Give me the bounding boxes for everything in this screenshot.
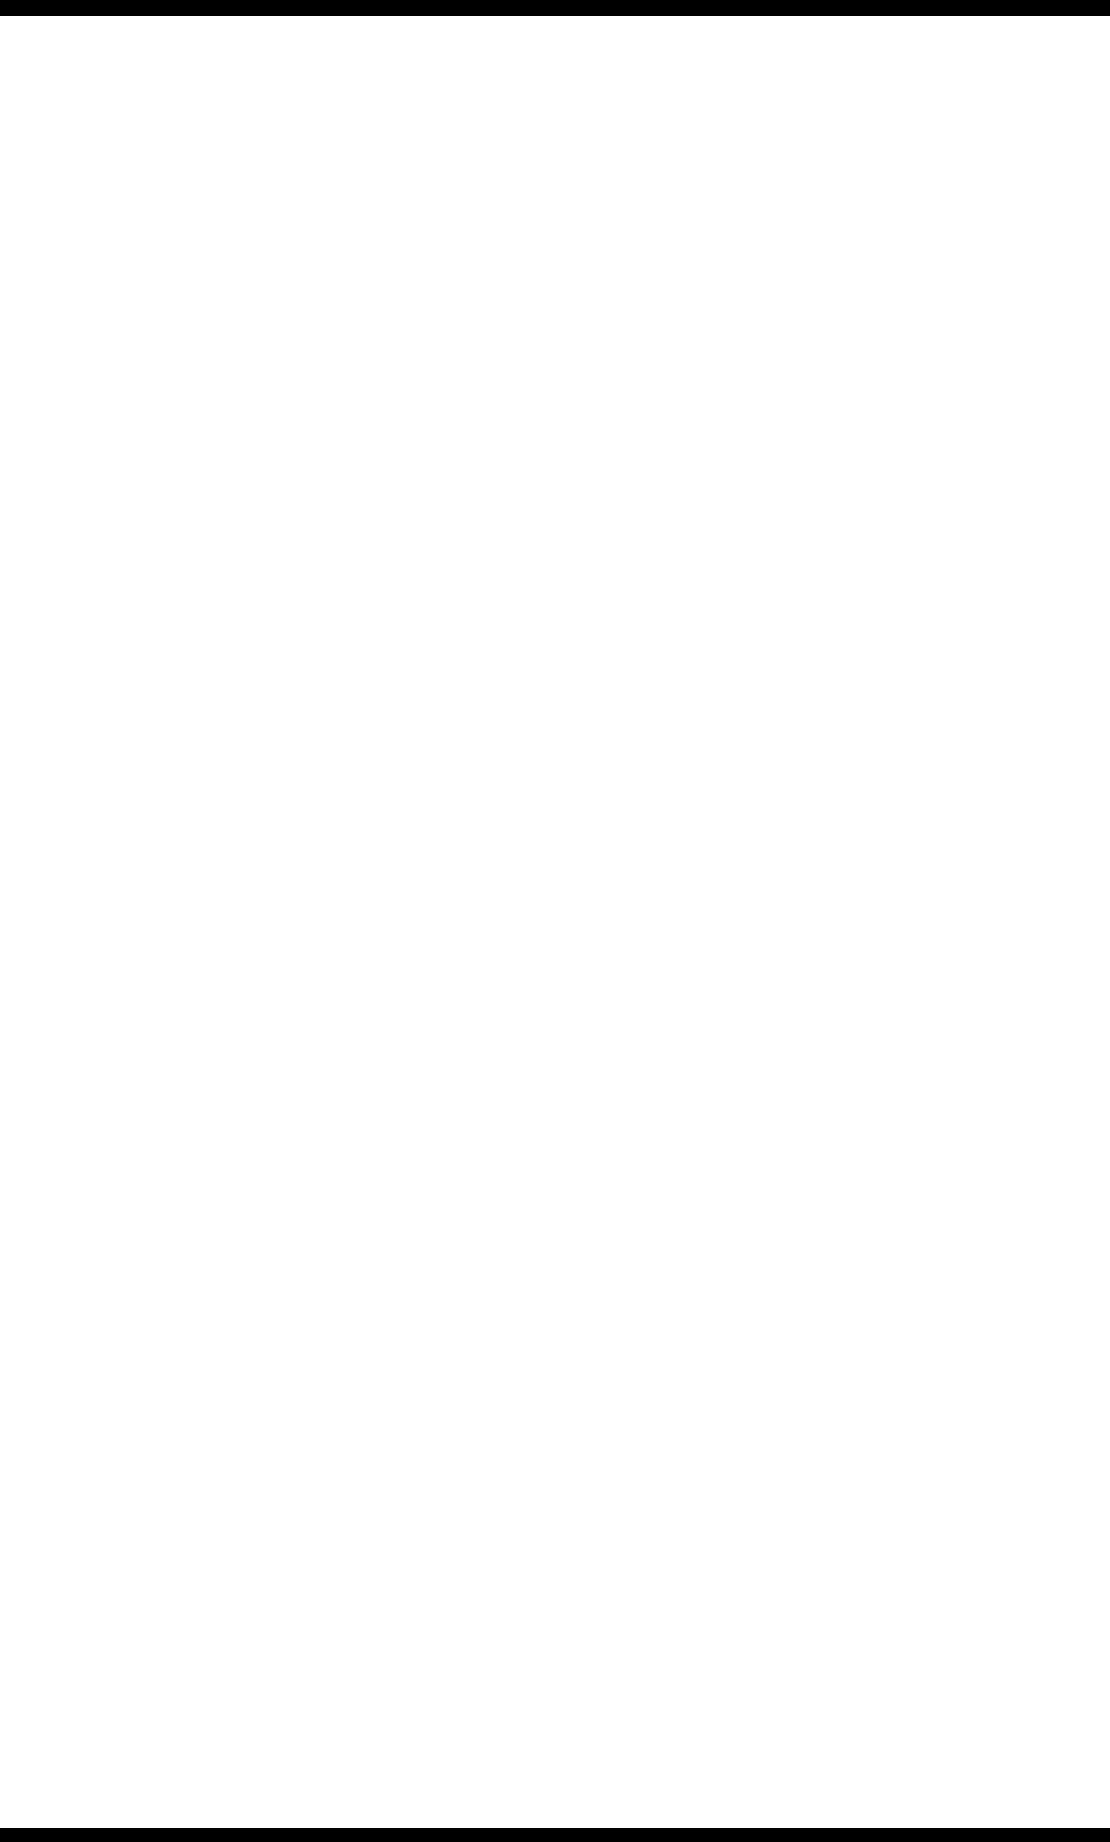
bottom-border-rule <box>0 1828 1110 1842</box>
top-border-rule <box>0 0 1110 16</box>
